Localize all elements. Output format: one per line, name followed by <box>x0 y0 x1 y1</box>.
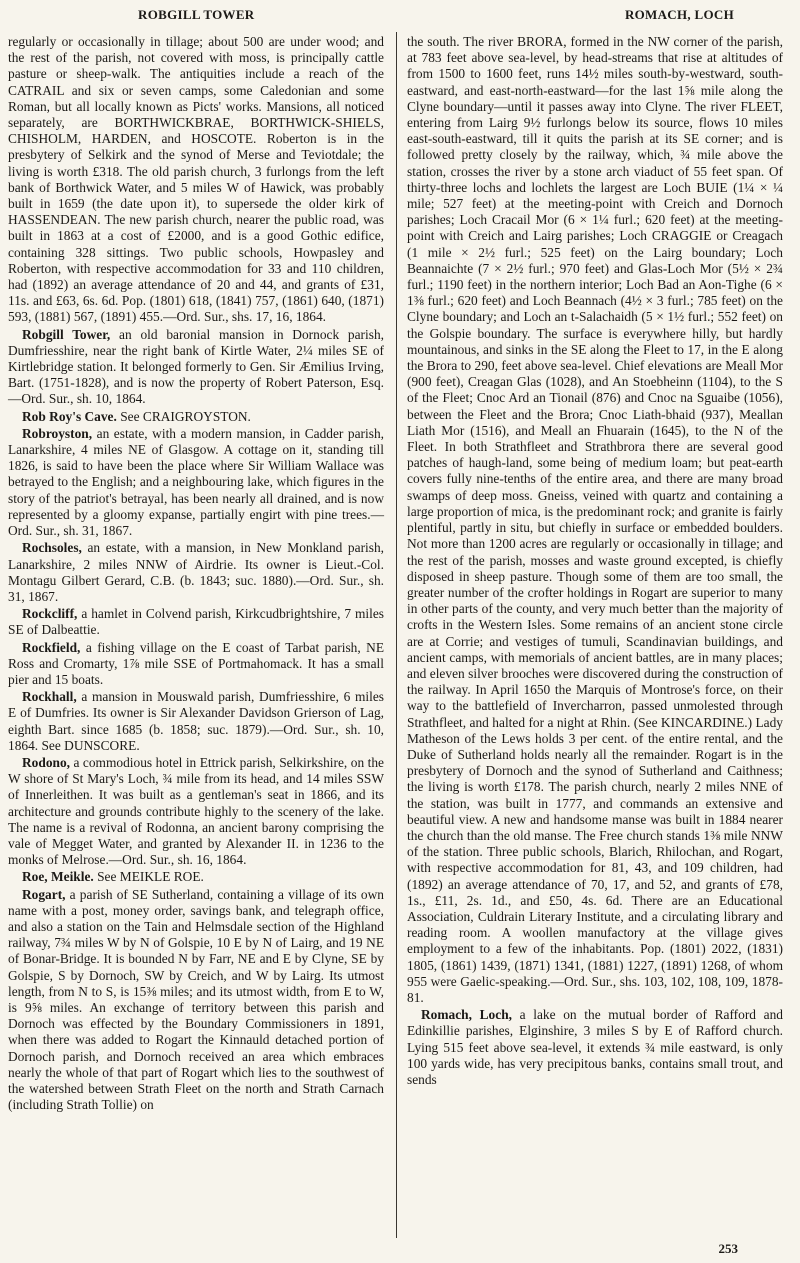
entry-paragraph: Rockhall, a mansion in Mouswald parish, Dumfriesshire, 6 miles E of Dumfries. Its owner is Sir Alexander Davidson Grierson of Lag, eighth Bart. since 1685 (b. 1858; suc. 1879).—Ord. Sur., sh. 10, 1864. See DUNSCORE. <box>8 689 384 753</box>
entry-headword: Rogart, <box>22 886 66 902</box>
running-head-right: ROMACH, LOCH <box>624 7 734 22</box>
entry-headword: Rockcliff, <box>22 606 78 622</box>
entry-paragraph: Rodono, a commodious hotel in Ettrick parish, Selkirkshire, on the W shore of St Mary's Loch, ¾ mile from its head, and 14 miles SSW of Innerleithen. It was built as a gentleman's seat in 1866, and its architecture and grounds contribute highly to the scenery of the lake. The name is a revival of Rodonna, an ancient barony comprising the vale of Megget Water, and granted by Alexander II. in 1236 to the monks of Melrose.—Ord. Sur., sh. 16, 1864. <box>8 754 384 868</box>
entry-paragraph: Rochsoles, an estate, with a mansion, in New Monkland parish, Lanarkshire, 2 miles NNW of Airdrie. Its owner is Lieut.-Col. Montagu Gilbert Gerard, C.B. (b. 1843; suc. 1880).—Ord. Sur., sh. 31, 1867. <box>8 540 384 604</box>
entry-paragraph: Romach, Loch, a lake on the mutual border of Rafford and Edinkillie parishes, Elginshire, 3 miles S by E of Rafford church. Lying 515 feet above sea-level, it extends ¾ mile eastward, is only 100 yards wide, has very precipitous banks, contains small trout, and sends <box>407 1007 783 1087</box>
entry-paragraph: Roe, Meikle. See MEIKLE ROE. <box>22 869 204 885</box>
entry-headword: Robgill Tower, <box>22 326 111 342</box>
right-column <box>407 34 783 1089</box>
entry-paragraph: Rockfield, a fishing village on the E coast of Tarbat parish, NE Ross and Cromarty, 1⅞ mile SSE of Portmahomack. It has a small pier and 15 boats. <box>8 639 384 687</box>
left-column <box>8 34 384 1114</box>
entry-headword: Rochsoles, <box>22 540 82 556</box>
entry-paragraph: the south. The river BRORA, formed in the NW corner of the parish, at 783 feet above sea-level, by head-streams that rise at altitudes of from 1500 to 1600 feet, runs 14½ miles south-by-westward, south-eastward, and east-north-eastward—for the last 1⅝ mile along the Clyne boundary—until it passes away into Clyne. The river FLEET, entering from Lairg 9½ furlongs below its source, flows 10 miles east-south-eastward, till it quits the parish at its SE corner; and is followed pretty closely by the railway, which, ¾ mile above the station, crosses the river by a stone arch viaduct of 55 feet span. Of thirty-three lochs and lochlets the largest are Loch BUIE (1¼ × ¼ mile; 527 feet) at the meeting-point with Creich and Dornoch parishes; Loch Cracail Mor (6 × 1¼ furl.; 620 feet) at the meeting-point with Creich and Lairg parishes; Loch CRAGGIE or Creagach (1 mile × 2½ furl.; 525 feet) on the Lairg boundary; Loch Beannaichte (7 × 2½ furl.; 970 feet) and Glas-Loch Mor (5½ × 2¾ furl.; 1190 feet) in the northern interior; Loch Bad an Aon-Tighe (6 × 1⅜ furl.; 620 feet) and Loch Beannach (4½ × 3 furl.; 785 feet) on the Clyne boundary; and Loch an t-Salachaidh (5 × 1½ furl.; 552 feet) on the Golspie boundary. The surface is everywhere hilly, but hardly mountainous, and sinks in the SE along the Fleet to 17, in the E along the Brora to 290, feet above sea-level. Chief elevations are Meall Mor (900 feet), Creagan Glas (1028), and An Stoebheinn (1104), to the S of the Fleet; Cnoc Ard an Tionail (876) and Cnoc na Sguaibe (1056), between the Fleet and the Brora; Cnoc Liath-bhaid (937), Meallan Liath Mor (1516), and Meall an Fhuarain (1645), to the N of the Fleet. In both Strathfleet and Strathbrora there are several good patches of haugh-land, some being of medium loam; but peat-earth covers fully nine-tenths of the entire area, and there are many broad swamps of deep moss. Gneiss, veined with quartz and containing a large proportion of mica, is the predominant rock; and granite is fairly plentiful, partly in situ, but chiefly in surface or embedded boulders. Not more than 1200 acres are regularly or occasionally in tillage; and the rest of the parish, mosses and waste ground excepted, is chiefly disposed in sheep pasture. Though some of them are too small, the greater number of the crofter holdings in Rogart are superior to many in other parts of the county, and very much better than the majority of crofts in the Western Isles. Some remains of an ancient stone circle are at Corrie; and vestiges of tumuli, Scandinavian buildings, and ancient camps, with memorials of ancient battles, are in many places; and eleven silver brooches were discovered during the construction of the railway. In April 1650 the Marquis of Montrose's force, on their way to the battlefield of Invercharron, passed unmolested through Strathfleet, and halted for a night at Rhin. (See KINCARDINE.) Lady Matheson of the Lews holds 3 per cent. of the entire rental, and the Duke of Sutherland holds nearly all the remainder. Rogart is in the presbytery of Dornoch and the synod of Sutherland and Caithness; the living is worth £178. The parish church, nearly 2 miles NNE of the station, was built in 1777, and commands an extensive and beautiful view. A new and handsome manse was built in 1884 nearer the church than the old manse. The Free church stands 1⅜ mile NNW of the station. Three public schools, Blarich, Rhilochan, and Rogart, with respective accommodation for 81, 43, and 109 children, had (1892) an average attendance of 70, 17, and 52, and grants of £78, 1s., £11, 2s. 1d., and £50, 4s. 6d. There are an Educational Association, Culdrain Literary Institute, and a circulating library and reading room. A woollen manufactory at the village gives employment to a few of the inhabitants. Pop. (1801) 2022, (1831) 1805, (1861) 1439, (1871) 1341, (1881) 1227, (1891) 1268, of whom 955 were Gaelic-speaking.—Ord. Sur., shs. 103, 102, 108, 109, 1878-81. <box>407 34 783 1005</box>
entry-paragraph: Robgill Tower, an old baronial mansion in Dornock parish, Dumfriesshire, near the right bank of Kirtle Water, 2¼ miles SE of Kirtlebridge station. It belonged formerly to Gen. Sir Æmilius Irving, Bart. (1751-1828), and is now the property of Robert Paterson, Esq.—Ord. Sur., sh. 10, 1864. <box>8 326 384 407</box>
page-number: 253 <box>718 1241 738 1256</box>
entry-paragraph: Rockcliff, a hamlet in Colvend parish, Kirkcudbrightshire, 7 miles SE of Dalbeattie. <box>8 606 384 638</box>
entry-paragraph: Robroyston, an estate, with a modern mansion, in Cadder parish, Lanarkshire, 4 miles NE of Glasgow. A cottage on it, standing till 1826, is said to have been the place where Sir William Wallace was betrayed to the English; and a neighbouring lake, which figures in the story of the patriot's betrayal, has been nearly all drained, and is now represented by a gloomy expanse, partially engirt with pine trees.—Ord. Sur., sh. 31, 1867. <box>8 425 384 539</box>
column-divider <box>396 32 397 1238</box>
entry-headword: Rob Roy's Cave. <box>22 408 117 424</box>
entry-headword: Rockhall, <box>22 689 77 705</box>
entry-paragraph: Rogart, a parish of SE Sutherland, containing a village of its own name with a post, money order, savings bank, and telegraph office, and also a station on the Tain and Helmsdale section of the Highland railway, 7¾ miles W by N of Golspie, 10 E by N of Lairg, and 19 NE of Bonar-Bridge. It is bounded N by Farr, NE and E by Clyne, SE by Golspie, S by Dornoch, SW by Creich, and W by Lairg. Its utmost length, from N to S, is 15⅜ miles; and its utmost width, from E to W, is 9⅝ miles. An exchange of territory between this parish and Dornoch was effected by the Boundary Commissioners in 1891, when there was added to Rogart the Kinnauld detached portion of Dornoch parish, and Dornoch received an area which embraces nearly the whole of that part of Rogart which lies to the southwest of the watershed between Strath Fleet on the north and Strath Carnach (including Strath Tollie) on <box>8 886 384 1113</box>
running-head-left: ROBGILL TOWER <box>138 7 255 22</box>
entry-paragraph: Rob Roy's Cave. See CRAIGROYSTON. <box>22 408 251 424</box>
entry-headword: Rockfield, <box>22 639 81 655</box>
entry-headword: Romach, Loch, <box>421 1007 512 1023</box>
entry-headword: Rodono, <box>22 754 70 770</box>
entry-headword: Robroyston, <box>22 425 93 441</box>
entry-paragraph: regularly or occasionally in tillage; about 500 are under wood; and the rest of the parish, not covered with moss, is principally cattle pasture or sheep-walk. The antiquities include a reach of the CATRAIL and six or seven camps, some Caledonian and some Roman, but all locally known as Picts' works. Mansions, all noticed separately, are BORTHWICKBRAE, BORTHWICK-SHIELS, CHISHOLM, HARDEN, and HOSCOTE. Roberton is in the presbytery of Selkirk and the synod of Merse and Teviotdale; the living is worth £318. The old parish church, 3 furlongs from the left bank of Borthwick Water, and 5 miles W of Hawick, was probably built in 1659 (the date upon it), to supersede the older kirk of HASSENDEAN. The new parish church, nearer the public road, was built in 1863 at a cost of £2000, and is a good Gothic edifice, containing 328 sittings. Two public schools, Howpasley and Roberton, with respective accommodation for 33 and 110 children, had (1892) an average attendance of 20 and 44, and grants of £31, 11s. and £63, 6s. 6d. Pop. (1801) 618, (1841) 757, (1861) 640, (1871) 593, (1881) 567, (1891) 455.—Ord. Sur., shs. 17, 16, 1864. <box>8 34 384 325</box>
entry-headword: Roe, Meikle. <box>22 869 94 885</box>
